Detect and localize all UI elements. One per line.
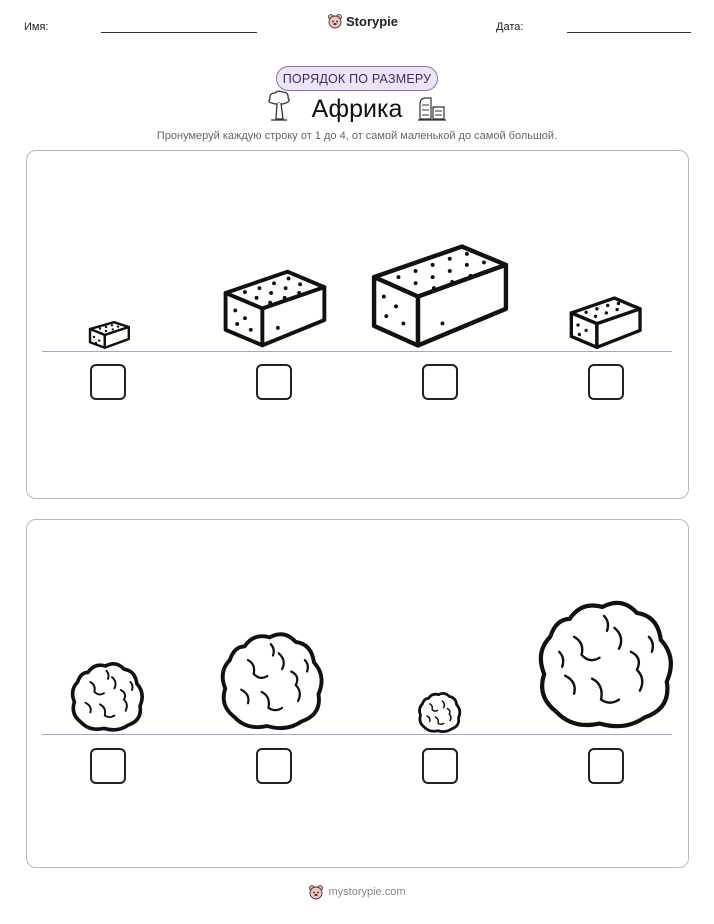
rock-icon-smallest	[416, 690, 464, 734]
row-baseline	[42, 734, 672, 735]
brand-logo	[327, 13, 398, 29]
storypie-mascot-icon	[327, 13, 343, 29]
footer-site: mystorypie.com	[328, 886, 406, 898]
brick-icon-largest	[364, 238, 516, 354]
brick-icon-small	[84, 315, 132, 353]
answer-box-row2-4[interactable]	[588, 748, 624, 784]
answer-box-row2-1[interactable]	[90, 748, 126, 784]
date-label: Дата:	[496, 21, 524, 33]
answer-box-row1-1[interactable]	[90, 364, 126, 400]
name-label: Имя:	[24, 21, 49, 33]
brick-icon-large	[215, 262, 333, 354]
footer	[0, 884, 714, 900]
answer-box-row1-4[interactable]	[588, 364, 624, 400]
answer-box-row1-3[interactable]	[422, 364, 458, 400]
answer-box-row1-2[interactable]	[256, 364, 292, 400]
category-badge	[276, 66, 438, 91]
date-field[interactable]	[567, 32, 691, 33]
answer-box-row2-3[interactable]	[422, 748, 458, 784]
category-label: ПОРЯДОК ПО РАЗМЕРУ	[282, 71, 432, 86]
ruins-icon	[417, 95, 447, 121]
page-title: Африка	[311, 95, 403, 123]
rock-icon-small	[68, 658, 148, 734]
brick-icon-medium	[562, 290, 648, 354]
storypie-mascot-icon	[308, 884, 324, 900]
answer-box-row2-2[interactable]	[256, 748, 292, 784]
rock-icon-large	[215, 626, 331, 734]
name-field[interactable]	[101, 32, 257, 33]
instruction-text: Пронумеруй каждую строку от 1 до 4, от самой маленькой до самой большой.	[156, 130, 558, 142]
rock-icon-largest	[530, 592, 684, 734]
brand-name: Storypie	[346, 13, 399, 29]
